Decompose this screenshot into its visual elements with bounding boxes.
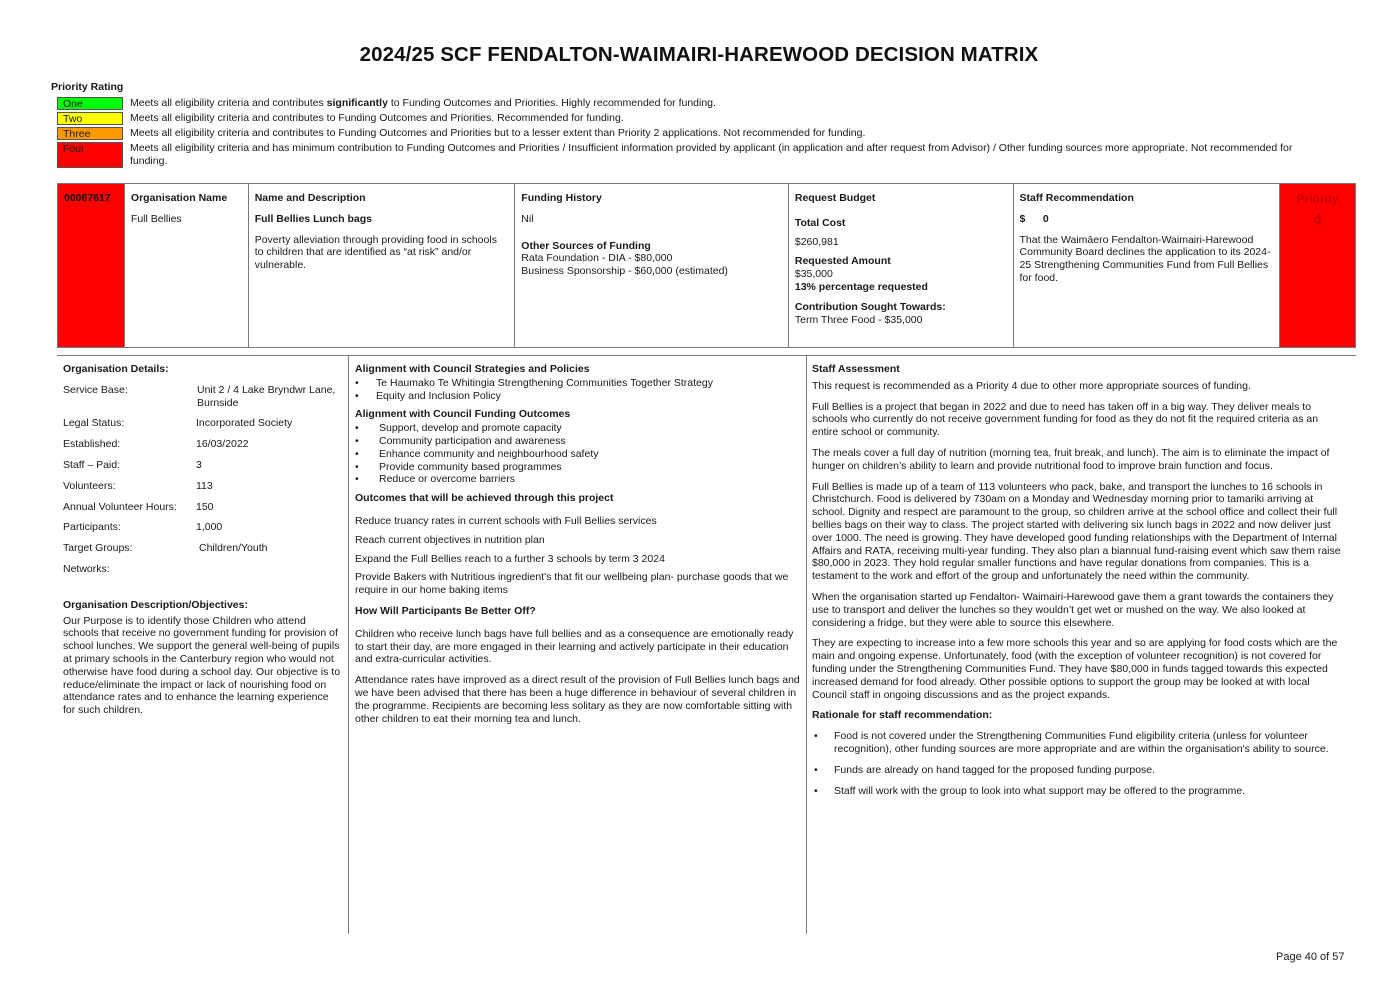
legend-text-one xyxy=(130,97,716,110)
detail-label: Service Base: xyxy=(63,383,128,396)
detail-label: Networks: xyxy=(63,562,110,575)
contribution-label: Contribution Sought Towards: xyxy=(794,300,946,313)
list-item: • Enhance community and neighbourhood safety xyxy=(355,448,800,461)
project-description: Poverty alleviation through providing food in schools to children that are identified as “at risk” and/or vulnerable. xyxy=(254,233,497,272)
project-outcome-item: Reach current objectives in nutrition plan xyxy=(355,533,545,546)
detail-value: 3 xyxy=(196,458,202,471)
detail-value xyxy=(196,563,343,576)
strategies-heading: Alignment with Council Strategies and Policies xyxy=(355,363,590,375)
legend-swatch-two: Two xyxy=(57,112,123,125)
priority-label: Priority xyxy=(1296,192,1339,206)
detail-row-legal-status xyxy=(63,417,343,430)
assessment-paragraph: Full Bellies is a project that began in 2022 and due to need has taken off in a big way. They deliver meals to schools who currently do not receive government funding for food as they do not fit the required criteria as an entire school or community. xyxy=(812,400,1319,439)
legend-text-four: Meets all eligibility criteria and has minimum contribution to Funding Outcomes and Priorities / Insufficient information provided by applicant (in application and after request from Advisor) / Other funding sources more appropriate. Not recommended for funding. xyxy=(130,142,1293,167)
organisation-name-header: Organisation Name xyxy=(130,192,228,204)
rationale-heading: Rationale for staff recommendation: xyxy=(812,709,993,722)
legend-text-one-post: to Funding Outcomes and Priorities. Highly recommended for funding. xyxy=(387,97,716,109)
legend-swatch-one: One xyxy=(57,97,123,110)
total-cost-label: Total Cost xyxy=(794,216,846,229)
legend-text-two: Meets all eligibility criteria and contributes to Funding Outcomes and Priorities. Recommended for funding. xyxy=(130,112,624,124)
other-source-item: Rata Foundation - DIA - $80,000 xyxy=(521,252,673,265)
section-divider xyxy=(57,355,1356,356)
legend-text-three: Meets all eligibility criteria and contributes to Funding Outcomes and Priorities but to a lesser extent than Priority 2 applications. Not recommended for funding. xyxy=(130,127,866,139)
project-outcome-item: Reduce truancy rates in current schools with Full Bellies services xyxy=(355,514,657,527)
list-item: • Staff will work with the group to look into what support may be offered to the programme. xyxy=(812,785,1347,798)
organisation-description-heading: Organisation Description/Objectives: xyxy=(63,598,248,611)
assessment-paragraph: This request is recommended as a Priority 4 due to other more appropriate sources of funding. xyxy=(812,379,1251,392)
contribution-value: Term Three Food - $35,000 xyxy=(794,313,923,326)
organisation-details-heading: Organisation Details: xyxy=(63,363,169,375)
detail-value: Children/Youth xyxy=(199,542,268,555)
project-name: Full Bellies Lunch bags xyxy=(254,212,372,225)
legend-row-four xyxy=(57,142,1317,168)
better-off-paragraph: Children who receive lunch bags have full bellies and as a consequence are emotionally ready to start their day, are more engaged in their learning and actively participate in their education and extra-curricular activities. xyxy=(355,627,794,666)
organisation-description: Our Purpose is to identify those Children who attend schools that receive no government funding for provision of school lunches. We support the general well-being of pupils at primary schools in the Canterbury region who would not otherwise have food during a school day. Our objective is to reduce/eliminate the impact or lack of nourishing food on attendance rates and to enhance the learning experience for such children. xyxy=(63,614,341,717)
legend-row-three xyxy=(57,127,1317,140)
detail-label: Staff – Paid: xyxy=(63,458,121,471)
detail-value: Incorporated Society xyxy=(196,417,293,430)
detail-row-participants xyxy=(63,521,343,534)
requested-amount-value: $35,000 xyxy=(794,268,833,281)
strategies-list xyxy=(355,377,800,403)
assessment-paragraph: They are expecting to increase into a few more schools this year and so are applying for food costs which are the main and ongoing expense. Unfortunately, food (with the exception of volunteer recognition) is not covered for funding under the Strengthening Communities Fund. They have $80,000 in funds tagged towards this expected increased demand for food already. Other possible options to support the group may be looked at with local Council staff in ongoing discussions and as the project expands. xyxy=(812,637,1338,701)
detail-row-established xyxy=(63,438,343,451)
other-source-item: Business Sponsorship - $60,000 (estimated) xyxy=(521,265,728,278)
alignment-column xyxy=(355,363,800,733)
project-outcome-item: Expand the Full Bellies reach to a further 3 schools by term 3 2024 xyxy=(355,552,665,565)
other-sources-header: Other Sources of Funding xyxy=(521,239,651,252)
assessment-paragraph: The meals cover a full day of nutrition (morning tea, fruit break, and lunch). The aim is to eliminate the impact of hunger on children’s ability to learn and provide nutritional food to improve brain function and focus. xyxy=(812,446,1330,472)
detail-row-target-groups xyxy=(63,542,343,555)
detail-row-service-base xyxy=(63,384,343,410)
better-off-paragraph: Attendance rates have improved as a direct result of the provision of Full Bellies lunch bags and we have been advised that there has been a huge difference in behaviour of several children in the programme. Recipients are becoming less solitary as they are now comfortable sitting with other children to eat their morning tea and lunch. xyxy=(355,674,800,725)
column-divider-left xyxy=(348,356,349,934)
list-item: • Food is not covered under the Strengthening Communities Fund eligibility criteria (unless for volunteer recognition), other funding sources are more appropriate and are within the organisation's ability to source. xyxy=(812,730,1347,756)
detail-label: Established: xyxy=(63,438,121,451)
detail-row-volunteer-hours xyxy=(63,501,343,514)
staff-assessment-column xyxy=(812,363,1347,805)
list-item: • Support, develop and promote capacity xyxy=(355,422,800,435)
better-off-heading: How Will Participants Be Better Off? xyxy=(355,604,536,617)
page-title: 2024/25 SCF FENDALTON-WAIMAIRI-HAREWOOD DECISION MATRIX xyxy=(359,43,1039,66)
funding-history: Nil xyxy=(521,212,534,225)
list-item: • Funds are already on hand tagged for the proposed funding purpose. xyxy=(812,764,1347,777)
request-budget-cell xyxy=(789,184,1014,347)
detail-row-networks xyxy=(63,563,343,576)
funding-history-cell xyxy=(515,184,789,347)
column-divider-right xyxy=(806,356,807,934)
priority-legend xyxy=(57,97,1317,170)
priority-cell xyxy=(1280,184,1355,347)
list-item: • Reduce or overcome barriers xyxy=(355,473,800,486)
total-cost-value: $260,981 xyxy=(794,235,839,248)
organisation-details-column xyxy=(63,363,343,717)
detail-row-staff-paid xyxy=(63,459,343,472)
requested-percentage: 13% percentage requested xyxy=(794,280,928,293)
detail-value: 150 xyxy=(196,500,214,513)
list-item: • Equity and Inclusion Policy xyxy=(355,390,800,403)
list-item: • Te Haumako Te Whitingia Strengthening Communities Together Strategy xyxy=(355,377,800,390)
detail-label: Target Groups: xyxy=(63,542,133,555)
staff-recommended-amount: $ 0 xyxy=(1019,212,1049,225)
assessment-paragraph: When the organisation started up Fendalton- Waimairi-Harewood gave them a grant towards the containers they use to transport and deliver the lunches so they wouldn’t get wet or mushed on the way. We also looked at considering a fridge, but they were able to source this elsewhere. xyxy=(812,590,1334,629)
name-description-cell xyxy=(249,184,516,347)
detail-value: 113 xyxy=(196,479,213,492)
funding-history-header: Funding History xyxy=(521,192,602,204)
funding-outcomes-heading: Alignment with Council Funding Outcomes xyxy=(355,408,571,421)
project-outcomes-heading: Outcomes that will be achieved through this project xyxy=(355,492,614,505)
application-id: 00067617 xyxy=(58,184,125,347)
detail-label: Annual Volunteer Hours: xyxy=(63,500,177,513)
priority-rating-heading: Priority Rating xyxy=(51,81,124,93)
detail-label: Participants: xyxy=(63,521,121,534)
detail-label: Volunteers: xyxy=(63,479,116,492)
requested-amount-label: Requested Amount xyxy=(794,255,891,268)
assessment-paragraph: Full Bellies is made up of a team of 113 volunteers who pack, bake, and transport the lunches to 16 schools in Christchurch. Food is delivered by 730am on a Monday and Wednesday morning prior to tamariki arriving at school. Dignity and respect are paramount to the group, so children arrive at the school office and collect their full bellies bags on their way to class. The project started with delivering six lunch bags in 2022 and now deliver just over 1000. The need is growing. They have developed good funding relationships with the Department of Internal Affairs and RATA, receiving multi-year funding. They also plan a biannual fund-raising event which saw them raise $80,000 in 2023. They hold regular smaller functions and have regular donations from companies. This is a testament to the work and effort of the group and unfortunately the need within the community. xyxy=(812,480,1341,583)
staff-recommendation-text: That the Waimāero Fendalton-Waimairi-Harewood Community Board declines the application to its 2024-25 Strengthening Communities Fund from Full Bellies for food. xyxy=(1019,233,1271,284)
application-summary-table xyxy=(57,183,1356,348)
staff-recommendation-cell xyxy=(1014,184,1281,347)
detail-row-volunteers xyxy=(63,480,343,493)
organisation-name: Full Bellies xyxy=(130,212,182,225)
list-item: • Provide community based programmes xyxy=(355,461,800,474)
legend-swatch-four: Four xyxy=(57,142,123,168)
legend-text-one-pre: Meets all eligibility criteria and contributes xyxy=(130,97,327,109)
legend-row-one xyxy=(57,97,1317,110)
legend-swatch-three: Three xyxy=(57,127,123,140)
rationale-list xyxy=(812,730,1347,797)
list-item: • Community participation and awareness xyxy=(355,435,800,448)
detail-value: 1,000 xyxy=(196,521,223,534)
project-outcome-item: Provide Bakers with Nutritious ingredient's that fit our wellbeing plan- purchase goods that we require in our home baking items xyxy=(355,571,789,597)
name-description-header: Name and Description xyxy=(254,192,366,204)
detail-label: Legal Status: xyxy=(63,417,125,430)
legend-row-two xyxy=(57,112,1317,125)
funding-outcomes-list xyxy=(355,422,800,486)
page-number: Page 40 of 57 xyxy=(1276,951,1345,963)
request-budget-header: Request Budget xyxy=(794,192,876,204)
priority-value: 4 xyxy=(1313,211,1322,229)
legend-text-one-bold: significantly xyxy=(326,97,388,109)
organisation-name-cell xyxy=(125,184,249,347)
staff-recommendation-header: Staff Recommendation xyxy=(1019,192,1134,204)
detail-value: Unit 2 / 4 Lake Bryndwr Lane, Burnside xyxy=(197,383,336,409)
staff-assessment-heading: Staff Assessment xyxy=(812,363,900,375)
detail-value: 16/03/2022 xyxy=(196,438,249,451)
